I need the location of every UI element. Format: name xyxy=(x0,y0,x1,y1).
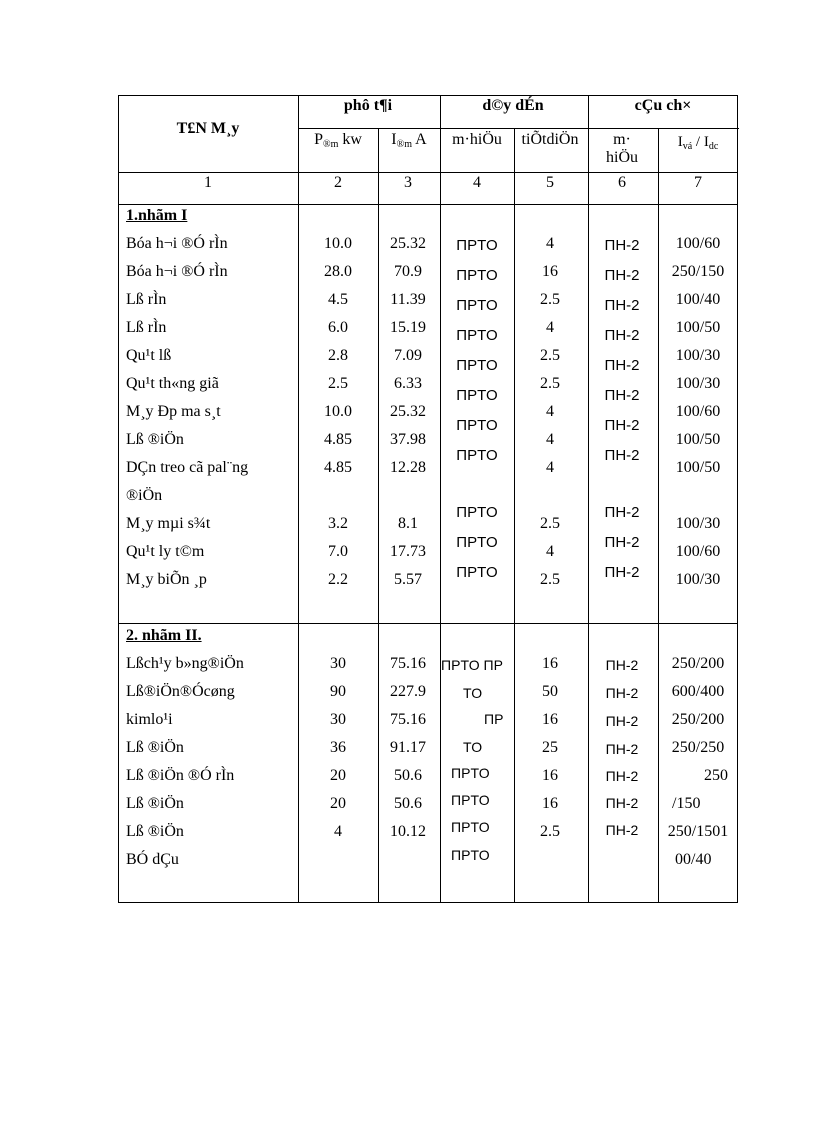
header-rated-power: $P_{®m}$ kw xyxy=(314,131,362,150)
col-number: 3 xyxy=(404,174,412,191)
fuse-rating: 100/60 xyxy=(675,543,721,560)
wire-section: 4 xyxy=(546,543,554,560)
fuse-mark: ΠH-2 xyxy=(605,795,639,811)
machine-name: BÓ dÇu xyxy=(126,851,179,868)
wire-section: 2.5 xyxy=(540,571,560,588)
rated-current: 25.32 xyxy=(390,403,426,420)
fuse-mark: ΠH-2 xyxy=(604,417,640,434)
col-divider xyxy=(658,128,659,903)
fuse-mark: ΠH-2 xyxy=(604,387,640,404)
machine-name: Qu¹t ly t©m xyxy=(126,543,205,560)
rated-power: 6.0 xyxy=(328,319,348,336)
group2-title: 2. nhãm II. xyxy=(126,627,202,644)
rated-power: 7.0 xyxy=(328,543,348,560)
wire-section: 4 xyxy=(546,319,554,336)
wire-mark: ΠPTO xyxy=(456,504,498,521)
fuse-rating: /150 xyxy=(672,795,701,812)
wire-section: 25 xyxy=(542,739,558,756)
rated-power: 28.0 xyxy=(324,263,352,280)
wire-mark: TO xyxy=(463,739,483,755)
fuse-rating: 250/1501 xyxy=(667,823,729,840)
row-divider xyxy=(119,204,738,205)
fuse-rating: 250/250 xyxy=(671,739,725,756)
rated-power: 4.5 xyxy=(328,291,348,308)
rated-power: 36 xyxy=(330,739,346,756)
fuse-rating: 100/60 xyxy=(675,403,721,420)
header-wire-mark: m·hiÖu xyxy=(452,131,502,148)
rated-current: 37.98 xyxy=(390,431,426,448)
fuse-rating: 250 xyxy=(704,767,728,784)
wire-mark: TO xyxy=(463,685,483,701)
fuse-mark: ΠH-2 xyxy=(604,357,640,374)
wire-mark: ΠPTO xyxy=(456,534,498,551)
col-number: 7 xyxy=(694,174,702,191)
rated-current: 227.9 xyxy=(390,683,426,700)
fuse-mark: ΠH-2 xyxy=(604,267,640,284)
header-rated-current: $I_{®m}$ A xyxy=(391,131,427,150)
machine-name: kimlo¹i xyxy=(126,711,173,728)
col-number: 6 xyxy=(618,174,626,191)
wire-section: 4 xyxy=(546,459,554,476)
machine-name: ®iÖn xyxy=(126,487,163,504)
rated-power: 4 xyxy=(334,823,342,840)
fuse-rating: 100/60 xyxy=(675,235,721,252)
fuse-mark: ΠH-2 xyxy=(604,327,640,344)
rated-power: 10.0 xyxy=(324,235,352,252)
col-number: 4 xyxy=(473,174,481,191)
col-divider xyxy=(514,128,515,903)
fuse-mark: ΠH-2 xyxy=(604,564,640,581)
row-divider xyxy=(119,172,738,173)
fuse-rating: 600/400 xyxy=(671,683,725,700)
rated-current: 15.19 xyxy=(390,319,426,336)
rated-current: 75.16 xyxy=(390,655,426,672)
rated-current: 25.32 xyxy=(390,235,426,252)
rated-power: 30 xyxy=(330,655,346,672)
fuse-mark: ΠH-2 xyxy=(604,447,640,464)
fuse-mark: ΠH-2 xyxy=(604,237,640,254)
rated-current: 91.17 xyxy=(390,739,426,756)
col-number: 5 xyxy=(546,174,554,191)
wire-mark: ΠPTO ΠP xyxy=(441,657,503,673)
wire-section: 4 xyxy=(546,235,554,252)
wire-mark: ΠP xyxy=(484,711,504,727)
fuse-rating: 100/30 xyxy=(675,515,721,532)
fuse-mark: ΠH-2 xyxy=(605,768,639,784)
rated-power: 2.5 xyxy=(328,375,348,392)
machine-name: Lß ®iÖn xyxy=(126,739,184,756)
wire-mark: ΠPTO xyxy=(456,297,498,314)
machine-name: Lß ®iÖn ®Ó rÌn xyxy=(126,767,235,784)
machine-name: Lß®iÖn®Ócøng xyxy=(126,683,235,700)
header-fuse-rating: $I_{vá} / I_{dc}$ xyxy=(677,134,719,152)
machine-name: DÇn treo cã pal¨ng xyxy=(126,459,249,476)
rated-current: 50.6 xyxy=(394,795,422,812)
fuse-rating: 100/50 xyxy=(675,431,721,448)
wire-mark: ΠPTO xyxy=(456,267,498,284)
header-fuse-mark: m· hiÖu xyxy=(606,131,638,166)
fuse-mark: ΠH-2 xyxy=(605,657,639,673)
machine-name: Lß ®iÖn xyxy=(126,823,184,840)
wire-section: 2.5 xyxy=(540,375,560,392)
col-divider xyxy=(298,96,299,903)
machine-name: Bóa h¬i ®Ó rÌn xyxy=(126,263,228,280)
fuse-rating: 100/30 xyxy=(675,375,721,392)
col-divider xyxy=(440,96,441,903)
header-load-group: phô t¶i xyxy=(343,97,393,114)
rated-current: 50.6 xyxy=(394,767,422,784)
rated-current: 17.73 xyxy=(390,543,426,560)
rated-current: 5.57 xyxy=(394,571,422,588)
row-divider xyxy=(119,623,738,624)
wire-mark: ΠPTO xyxy=(451,819,490,835)
rated-current: 7.09 xyxy=(394,347,422,364)
wire-section: 16 xyxy=(542,711,558,728)
rated-power: 90 xyxy=(330,683,346,700)
wire-mark: ΠPTO xyxy=(456,417,498,434)
col-number: 2 xyxy=(334,174,342,191)
rated-power: 20 xyxy=(330,795,346,812)
fuse-mark: ΠH-2 xyxy=(604,534,640,551)
fuse-rating: 100/40 xyxy=(675,291,721,308)
fuse-mark: ΠH-2 xyxy=(604,297,640,314)
machine-name: Lßch¹y b»ng®iÖn xyxy=(126,655,244,672)
machine-name: Qu¹t th«ng giã xyxy=(126,375,219,392)
rated-power: 4.85 xyxy=(324,459,352,476)
group1-title: 1.nhãm I xyxy=(126,207,188,224)
fuse-mark: ΠH-2 xyxy=(605,741,639,757)
fuse-mark: ΠH-2 xyxy=(605,685,639,701)
fuse-rating: 00/40 xyxy=(675,851,712,868)
rated-current: 8.1 xyxy=(398,515,418,532)
rated-power: 4.85 xyxy=(324,431,352,448)
rated-current: 75.16 xyxy=(390,711,426,728)
wire-mark: ΠPTO xyxy=(451,847,490,863)
col-divider xyxy=(588,96,589,903)
rated-current: 12.28 xyxy=(390,459,426,476)
machine-name: Lß ®iÖn xyxy=(126,431,184,448)
fuse-rating: 250/200 xyxy=(671,655,725,672)
wire-mark: ΠPTO xyxy=(451,765,490,781)
wire-section: 16 xyxy=(542,655,558,672)
machine-name: Lß rÌn xyxy=(126,319,167,336)
rated-power: 2.2 xyxy=(328,571,348,588)
wire-mark: ΠPTO xyxy=(456,327,498,344)
header-wire-section: tiÕtdiÖn xyxy=(521,131,579,148)
wire-section: 4 xyxy=(546,403,554,420)
machine-name: M¸y Ðp ma s¸t xyxy=(126,403,221,420)
header-fuse-group: cÇu ch× xyxy=(634,97,692,114)
wire-section: 2.5 xyxy=(540,515,560,532)
col-number: 1 xyxy=(204,174,212,191)
machine-name: M¸y biÕn ¸p xyxy=(126,571,207,588)
fuse-rating: 250/150 xyxy=(671,263,725,280)
wire-mark: ΠPTO xyxy=(456,237,498,254)
rated-current: 6.33 xyxy=(394,375,422,392)
fuse-mark: ΠH-2 xyxy=(605,822,639,838)
fuse-rating: 250/200 xyxy=(671,711,725,728)
row-divider xyxy=(298,128,739,129)
wire-section: 50 xyxy=(542,683,558,700)
rated-current: 11.39 xyxy=(390,291,426,308)
wire-section: 16 xyxy=(542,263,558,280)
rated-power: 3.2 xyxy=(328,515,348,532)
header-wire-group: d©y dÉn xyxy=(482,97,544,114)
machine-name: Lß rÌn xyxy=(126,291,167,308)
wire-mark: ΠPTO xyxy=(456,357,498,374)
rated-power: 2.8 xyxy=(328,347,348,364)
wire-mark: ΠPTO xyxy=(456,564,498,581)
wire-section: 16 xyxy=(542,767,558,784)
rated-power: 10.0 xyxy=(324,403,352,420)
fuse-rating: 100/50 xyxy=(675,319,721,336)
fuse-rating: 100/30 xyxy=(675,347,721,364)
wire-mark: ΠPTO xyxy=(451,792,490,808)
rated-power: 20 xyxy=(330,767,346,784)
fuse-mark: ΠH-2 xyxy=(605,713,639,729)
header-machine-name: T£N M¸y xyxy=(176,120,240,137)
fuse-rating: 100/50 xyxy=(675,459,721,476)
fuse-mark: ΠH-2 xyxy=(604,504,640,521)
col-divider xyxy=(378,128,379,903)
wire-section: 2.5 xyxy=(540,823,560,840)
machine-name: Bóa h¬i ®Ó rÌn xyxy=(126,235,228,252)
wire-section: 2.5 xyxy=(540,291,560,308)
wire-section: 16 xyxy=(542,795,558,812)
rated-current: 70.9 xyxy=(394,263,422,280)
wire-mark: ΠPTO xyxy=(456,447,498,464)
wire-section: 2.5 xyxy=(540,347,560,364)
wire-mark: ΠPTO xyxy=(456,387,498,404)
rated-power: 30 xyxy=(330,711,346,728)
machine-name: Qu¹t lß xyxy=(126,347,172,364)
rated-current: 10.12 xyxy=(390,823,426,840)
wire-section: 4 xyxy=(546,431,554,448)
fuse-rating: 100/30 xyxy=(675,571,721,588)
machine-name: M¸y mµi s¾t xyxy=(126,515,211,532)
machine-name: Lß ®iÖn xyxy=(126,795,184,812)
